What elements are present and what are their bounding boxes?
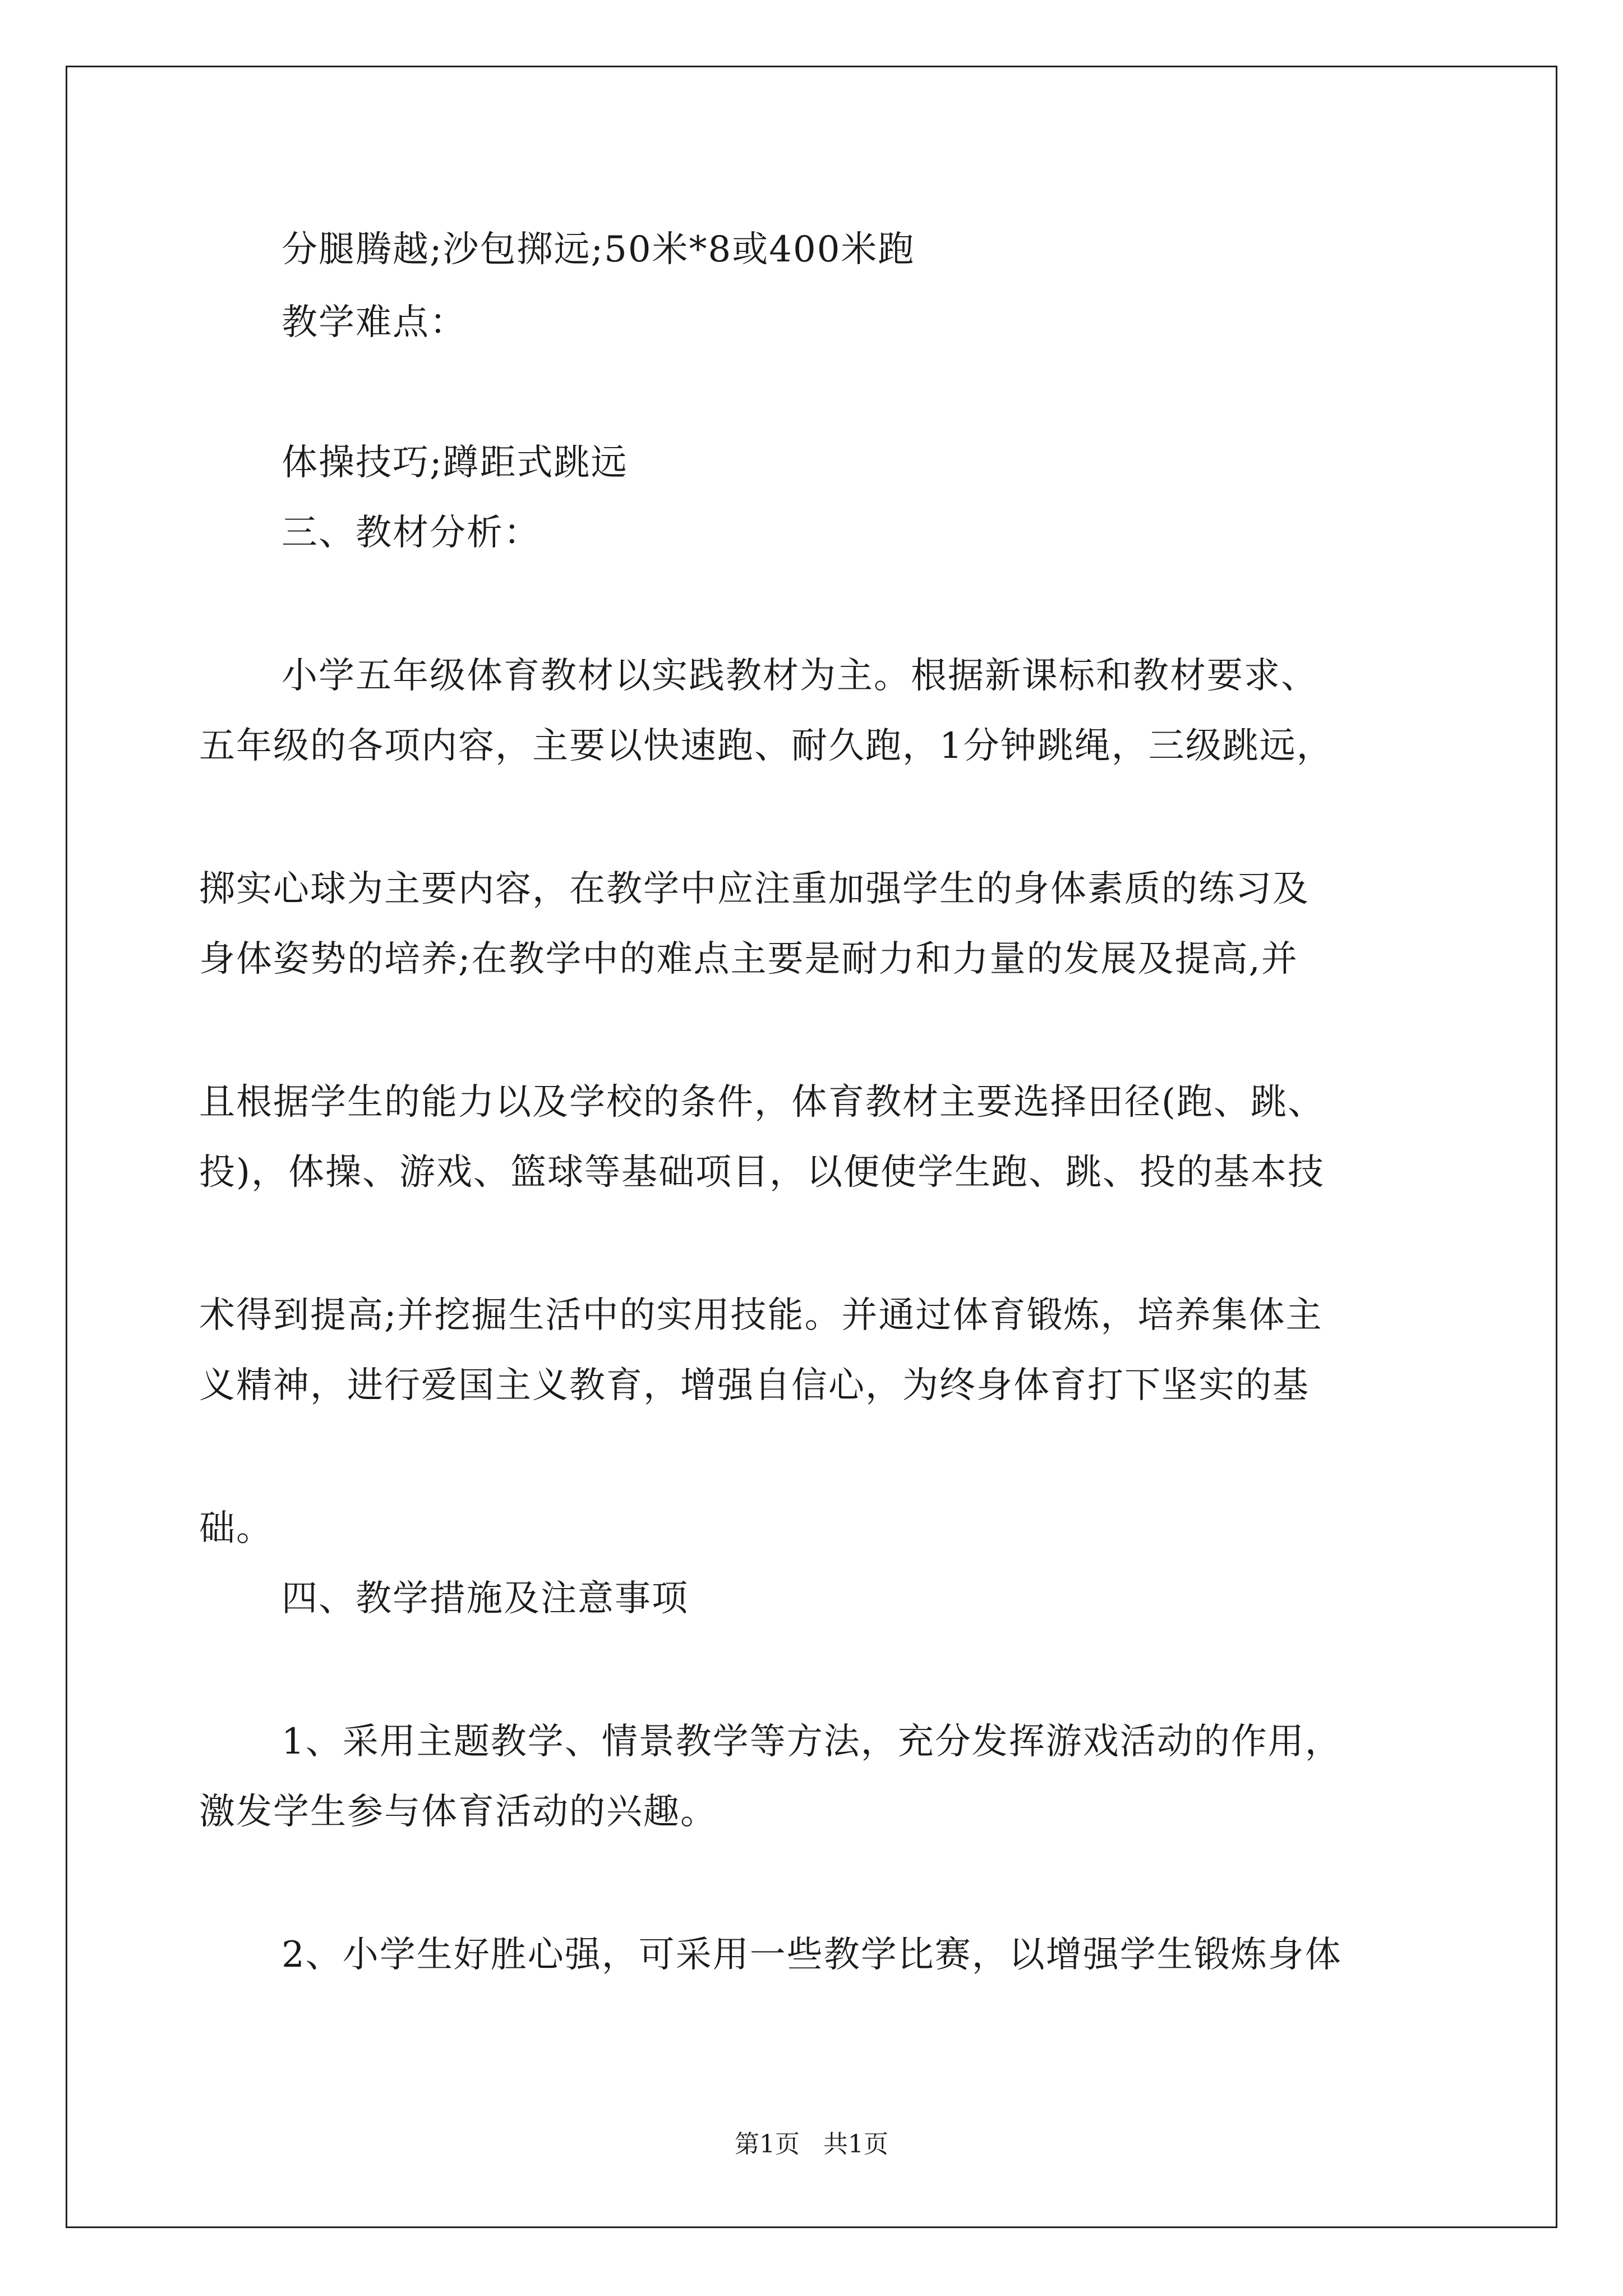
page-number-footer: 第1页 共1页: [735, 2130, 888, 2159]
text-line: 2、小学生好胜心强，可采用一些教学比赛，以增强学生锻炼身体: [282, 1934, 1342, 1976]
page-border: [66, 66, 1557, 2228]
text-line: 掷实心球为主要内容，在教学中应注重加强学生的身体素质的练习及: [199, 868, 1310, 910]
text-line: 小学五年级体育教材以实践教材为主。根据新课标和教材要求、: [282, 655, 1318, 697]
section-label: 教学难点：: [282, 302, 467, 343]
text-line: 激发学生参与体育活动的兴趣。: [199, 1791, 717, 1833]
section-heading: 三、教材分析：: [282, 512, 541, 554]
text-line: 且根据学生的能力以及学校的条件，体育教材主要选择田径(跑、跳、: [199, 1082, 1325, 1123]
text-line: 础。: [199, 1508, 273, 1549]
text-line: 投)，体操、游戏、篮球等基础项目，以便使学生跑、跳、投的基本技: [199, 1152, 1325, 1193]
text-line: 体操技巧;蹲距式跳远: [282, 442, 628, 484]
section-heading: 四、教学措施及注意事项: [282, 1578, 689, 1619]
text-line: 义精神，进行爱国主义教育，增强自信心，为终身体育打下坚实的基: [199, 1365, 1310, 1406]
text-line: 术得到提高;并挖掘生活中的实用技能。并通过体育锻炼，培养集体主: [199, 1295, 1323, 1336]
text-line: 身体姿势的培养;在教学中的难点主要是耐力和力量的发展及提高,并: [199, 938, 1298, 980]
text-line: 1、采用主题教学、情景教学等方法，充分发挥游戏活动的作用，: [282, 1721, 1342, 1763]
text-line: 五年级的各项内容，主要以快速跑、耐久跑，1分钟跳绳，三级跳远，: [199, 725, 1334, 767]
text-line: 分腿腾越;沙包掷远;50米*8或400米跑: [282, 229, 915, 270]
